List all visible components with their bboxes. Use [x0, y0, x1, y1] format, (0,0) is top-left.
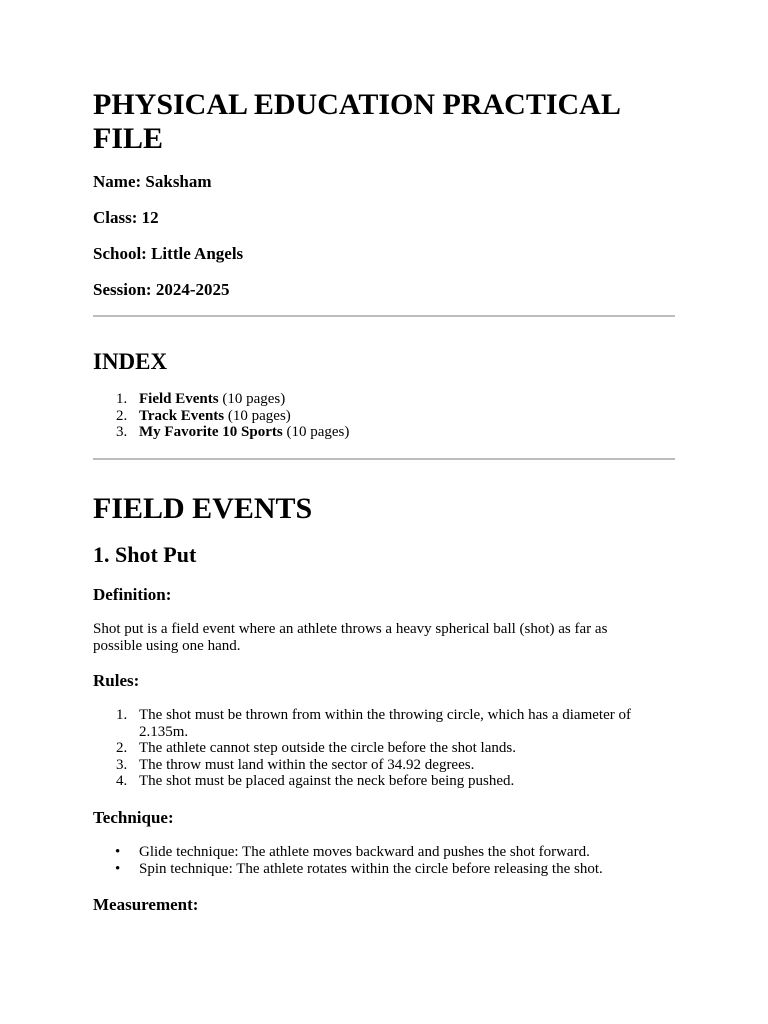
index-item — [93, 424, 675, 441]
rule-text: 2.135m. — [139, 723, 189, 740]
school-label: School: — [93, 244, 147, 263]
rules-list — [93, 707, 675, 790]
student-name — [93, 172, 212, 192]
definition-line: possible using one hand. — [93, 637, 241, 654]
name-label: Name: — [93, 172, 142, 191]
definition-line: Shot put is a field event where an athlete throws a heavy spherical ball (shot) as far as — [93, 621, 608, 637]
index-item-number: 1. — [116, 391, 128, 407]
index-list — [93, 391, 675, 441]
document-title: PHYSICAL EDUCATION PRACTICAL FILE — [93, 88, 620, 155]
index-item-title: Field Events — [139, 391, 219, 407]
rule-text: The throw must land within the sector of 34.92 degrees. — [139, 756, 475, 773]
section-heading-field-events: FIELD EVENTS — [93, 492, 313, 525]
divider — [93, 315, 675, 317]
index-item-pages: (10 pages) — [227, 407, 291, 424]
school-value: Little Angels — [151, 244, 244, 263]
technique-text: Glide technique: The athlete moves backward and pushes the shot forward. — [139, 844, 590, 860]
rule-text: The athlete cannot step outside the circle before the shot lands. — [139, 740, 516, 757]
rule-item — [93, 757, 675, 774]
rule-number: 3. — [116, 756, 128, 773]
index-item-pages: (10 pages) — [286, 424, 350, 441]
session-label: Session: — [93, 280, 152, 299]
index-item — [93, 391, 675, 408]
rules-heading: Rules: — [93, 671, 140, 690]
index-item-title: Track Events — [139, 407, 225, 424]
rule-item — [93, 707, 675, 740]
student-session — [93, 280, 230, 300]
name-value: Saksham — [145, 172, 212, 191]
technique-heading: Technique: — [93, 808, 174, 827]
session-value: 2024-2025 — [155, 280, 230, 299]
index-item-pages: (10 pages) — [222, 391, 286, 407]
student-school — [93, 244, 243, 264]
student-class — [93, 208, 159, 228]
rule-number: 4. — [116, 773, 128, 790]
bullet-icon: • — [115, 844, 121, 860]
rule-text: The shot must be thrown from within the throwing circle, which has a diameter of — [139, 707, 631, 723]
index-item-number: 2. — [116, 407, 128, 424]
definition-text — [93, 621, 653, 654]
rule-item — [93, 773, 675, 790]
measurement-heading: Measurement: — [93, 895, 199, 914]
index-item-number: 3. — [116, 424, 128, 441]
technique-text: Spin technique: The athlete rotates within the circle before releasing the shot. — [139, 860, 603, 877]
rule-number: 2. — [116, 740, 128, 757]
index-heading: INDEX — [93, 349, 168, 374]
rule-item — [93, 740, 675, 757]
divider — [93, 458, 675, 460]
rule-text: The shot must be placed against the neck before being pushed. — [139, 773, 515, 790]
index-item-title: My Favorite 10 Sports — [139, 424, 283, 441]
index-item — [93, 408, 675, 425]
definition-heading: Definition: — [93, 585, 172, 604]
class-value: 12 — [141, 208, 159, 227]
rule-number: 1. — [116, 707, 128, 723]
class-label: Class: — [93, 208, 138, 227]
technique-list — [93, 844, 675, 877]
technique-item — [93, 844, 675, 861]
bullet-icon: • — [115, 860, 121, 877]
technique-item — [93, 861, 675, 878]
subsection-heading-shot-put: 1. Shot Put — [93, 542, 197, 567]
